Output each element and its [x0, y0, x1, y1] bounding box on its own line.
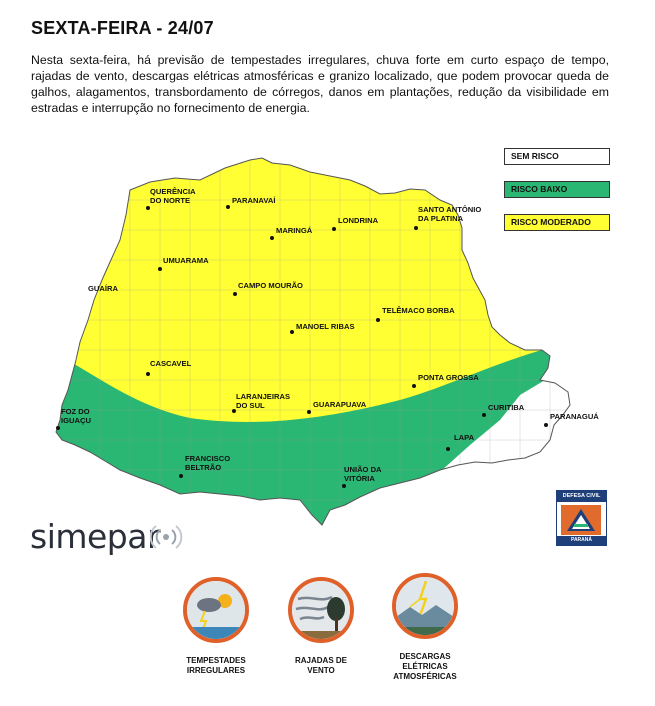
- city-foz: FOZ DO IGUAÇU: [61, 407, 91, 425]
- city-manoel-ribas: MANOEL RIBAS: [296, 322, 355, 331]
- city-marker: [290, 330, 294, 334]
- city-marker: [158, 267, 162, 271]
- city-querencia: QUERÊNCIA DO NORTE: [150, 187, 196, 205]
- legend-risco-moderado: RISCO MODERADO: [504, 214, 610, 231]
- city-marker: [342, 484, 346, 488]
- defesa-civil-title: DEFESA CIVIL: [557, 491, 606, 502]
- city-marker: [446, 447, 450, 451]
- city-paranavai: PARANAVAÍ: [232, 196, 276, 205]
- city-curitiba: CURITIBA: [488, 403, 525, 412]
- city-marker: [179, 474, 183, 478]
- city-marker: [146, 372, 150, 376]
- city-francisco-beltrao: FRANCISCO BELTRÃO: [185, 454, 231, 472]
- city-campo-mourao: CAMPO MOURÃO: [238, 281, 303, 290]
- city-laranjeiras: LARANJEIRAS DO SUL: [236, 392, 291, 410]
- signal-waves-icon: [150, 522, 184, 552]
- city-marker: [270, 236, 274, 240]
- city-marker: [332, 227, 336, 231]
- city-marker: [233, 292, 237, 296]
- city-guarapuava: GUARAPUAVA: [313, 400, 367, 409]
- legend-sem-risco: SEM RISCO: [504, 148, 610, 165]
- city-umuarama: UMUARAMA: [163, 256, 209, 265]
- city-marker: [226, 205, 230, 209]
- wind-label: RAJADAS DE VENTO: [294, 656, 347, 675]
- defesa-civil-state: PARANÁ: [557, 536, 606, 545]
- storm-icon: [183, 577, 249, 643]
- city-guaira: GUAÍRA: [88, 284, 118, 293]
- simepar-logo: simepar: [30, 517, 161, 556]
- city-maringa: MARINGÁ: [276, 226, 313, 235]
- city-uniao-vitoria: UNIÃO DA VITÓRIA: [344, 465, 382, 483]
- city-cascavel: CASCAVEL: [150, 359, 192, 368]
- wind-icon: [288, 577, 354, 643]
- city-lapa: LAPA: [454, 433, 475, 442]
- city-ponta-grossa: PONTA GROSSA: [418, 373, 479, 382]
- city-santo-antonio: SANTO ANTÔNIO DA PLATINA: [418, 205, 482, 223]
- city-paranagua: PARANAGUÁ: [550, 412, 599, 421]
- page-title: SEXTA-FEIRA - 24/07: [31, 18, 214, 38]
- defesa-civil-emblem-icon: [557, 503, 605, 537]
- legend-risco-baixo: RISCO BAIXO: [504, 181, 610, 198]
- city-marker: [544, 423, 548, 427]
- city-marker: [376, 318, 380, 322]
- lightning-label: DESCARGAS ELÉTRICAS ATMOSFÉRICAS: [393, 652, 457, 681]
- city-marker: [307, 410, 311, 414]
- defesa-civil-logo: [556, 490, 607, 546]
- storm-label: TEMPESTADES IRREGULARES: [186, 656, 246, 675]
- city-marker: [412, 384, 416, 388]
- lightning-icon: [392, 573, 458, 639]
- city-marker: [146, 206, 150, 210]
- forecast-description: Nesta sexta-feira, há previsão de tempestades irregulares, chuva forte em curto espaço de tempo, rajadas de vento, descargas elétricas atmosféricas e granizo localizado, que podem provocar queda de galhos, alagamentos, transbordamento de córregos, danos em plantações, redução da visibilidade em estradas e interrupção no fornecimento de energia.: [31, 53, 609, 115]
- city-telemaco: TELÊMACO BORBA: [382, 306, 455, 315]
- city-marker: [482, 413, 486, 417]
- city-londrina: LONDRINA: [338, 216, 379, 225]
- city-marker: [56, 426, 60, 430]
- city-marker: [414, 226, 418, 230]
